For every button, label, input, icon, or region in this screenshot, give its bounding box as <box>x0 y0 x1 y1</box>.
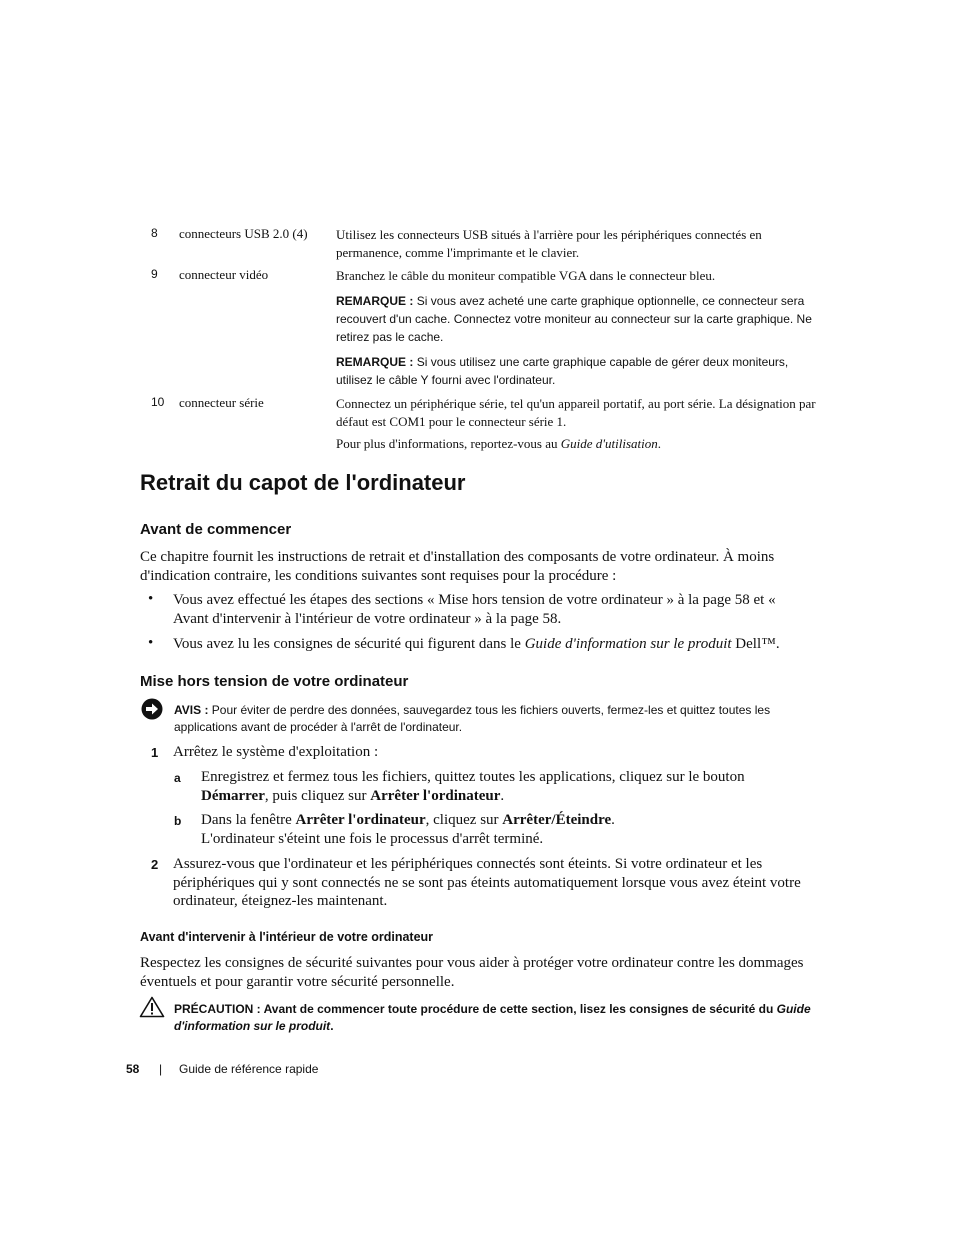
row-name: connecteurs USB 2.0 (4) <box>179 226 308 241</box>
shutdown-command-ref: Arrêter l'ordinateur <box>370 787 501 804</box>
product-guide-title: Guide d'information sur le produit <box>174 1002 811 1033</box>
row-description: Utilisez les connecteurs USB situés à l'arrière pour les périphériques connectés en permanence, comme l'imprimante et le clavier. <box>336 227 762 260</box>
notice-text: Pour éviter de perdre des données, sauvegardez tous les fichiers ouverts, fermez-les et quittez toutes les applications avant de procéder à l'arrêt de l'ordinateur. <box>174 703 771 734</box>
step-number: 1 <box>151 745 159 760</box>
start-button-ref: Démarrer <box>201 787 265 804</box>
guide-title: Guide d'utilisation <box>560 436 658 451</box>
bullet-marker: • <box>148 591 154 607</box>
note-text: Si vous avez acheté une carte graphique optionnelle, ce connecteur sera recouvert d'un cache. Connectez votre moniteur au connecteur sur la carte graphique. Ne retirez pas le cache. <box>336 294 812 344</box>
note-dual-monitor <box>336 353 814 389</box>
note-label: REMARQUE : <box>336 294 414 308</box>
intro-paragraph: Ce chapitre fournit les instructions de retrait et d'installation des composants de votre ordinateur. À moins d'indication contraire, les conditions suivantes sont requises pour la procédure : <box>140 549 775 584</box>
row-number: 8 <box>151 226 158 240</box>
note-graphics-card <box>336 292 814 346</box>
heading-before-starting: Avant de commencer <box>140 521 292 538</box>
safety-paragraph: Respectez les consignes de sécurité suivantes pour vous aider à protéger votre ordinateur contre les dommages éventuels et pour garantir votre sécurité personnelle. <box>140 955 804 990</box>
row-number: 9 <box>151 267 158 281</box>
caution-box: PRÉCAUTION : Avant de commencer toute procédure de cette section, lisez les consignes de sécurité du Guide d'information sur le produit. <box>174 1002 811 1033</box>
shutdown-option-ref: Arrêter/Éteindre <box>502 812 612 828</box>
substep-label: b <box>174 814 182 828</box>
substep-text: Dans la fenêtre Arrêter l'ordinateur, cliquez sur Arrêter/Éteindre. L'ordinateur s'éteint une fois le processus d'arrêt terminé. <box>201 812 615 847</box>
caution-text: Avant de commencer toute procédure de cette section, lisez les consignes de sécurité du <box>263 1002 774 1016</box>
caution-icon <box>139 996 165 1018</box>
row-name: connecteur vidéo <box>179 267 269 282</box>
note-text: Si vous utilisez une carte graphique capable de gérer deux moniteurs, utilisez le câble Y fourni avec l'ordinateur. <box>336 355 789 387</box>
product-guide-title: Guide d'information sur le produit <box>524 636 732 652</box>
notice-icon <box>141 698 163 720</box>
note-label: REMARQUE : <box>336 355 414 369</box>
step-number: 2 <box>151 857 159 872</box>
substep-label: a <box>174 771 181 785</box>
bullet-item: Vous avez lu les consignes de sécurité qui figurent dans le Guide d'information sur le produit Dell™. <box>173 636 780 652</box>
page-number: 58 <box>126 1062 140 1076</box>
notice-label: AVIS : <box>174 703 209 717</box>
bullet-item: Vous avez effectué les étapes des sections « Mise hors tension de votre ordinateur » à la page 58 et « Avant d'intervenir à l'intérieur de votre ordinateur » à la page 58. <box>173 592 776 627</box>
step-text: Assurez-vous que l'ordinateur et les périphériques connectés sont éteints. Si votre ordinateur et les périphériques qui y sont connectés ne se sont pas éteints automatiquement lorsque vous avez éteint votre ordinateur, éteignez-les maintenant. <box>173 856 801 909</box>
caution-label: PRÉCAUTION : <box>174 1002 261 1016</box>
notice-box <box>174 702 814 736</box>
footer-guide-title: Guide de référence rapide <box>179 1062 319 1076</box>
row-number: 10 <box>151 395 165 409</box>
bullet-marker: • <box>148 635 154 651</box>
row-description: Connectez un périphérique série, tel qu'un appareil portatif, au port série. La désignation par défaut est COM1 pour le connecteur série 1. <box>336 396 816 429</box>
footer-separator: | <box>159 1062 163 1076</box>
step-text: Arrêtez le système d'exploitation : <box>173 744 379 760</box>
page-title: Retrait du capot de l'ordinateur <box>140 470 466 495</box>
heading-shutdown: Mise hors tension de votre ordinateur <box>140 673 409 690</box>
window-name-ref: Arrêter l'ordinateur <box>295 812 426 828</box>
row-description: Branchez le câble du moniteur compatible VGA dans le connecteur bleu. <box>336 268 716 283</box>
substep-text: Enregistrez et fermez tous les fichiers, quittez toutes les applications, cliquez sur le bouton Démarrer, puis cliquez sur Arrêter l'ordinateur. <box>201 769 745 804</box>
heading-before-working-inside: Avant d'intervenir à l'intérieur de votre ordinateur <box>140 930 434 944</box>
row-name: connecteur série <box>179 395 264 410</box>
